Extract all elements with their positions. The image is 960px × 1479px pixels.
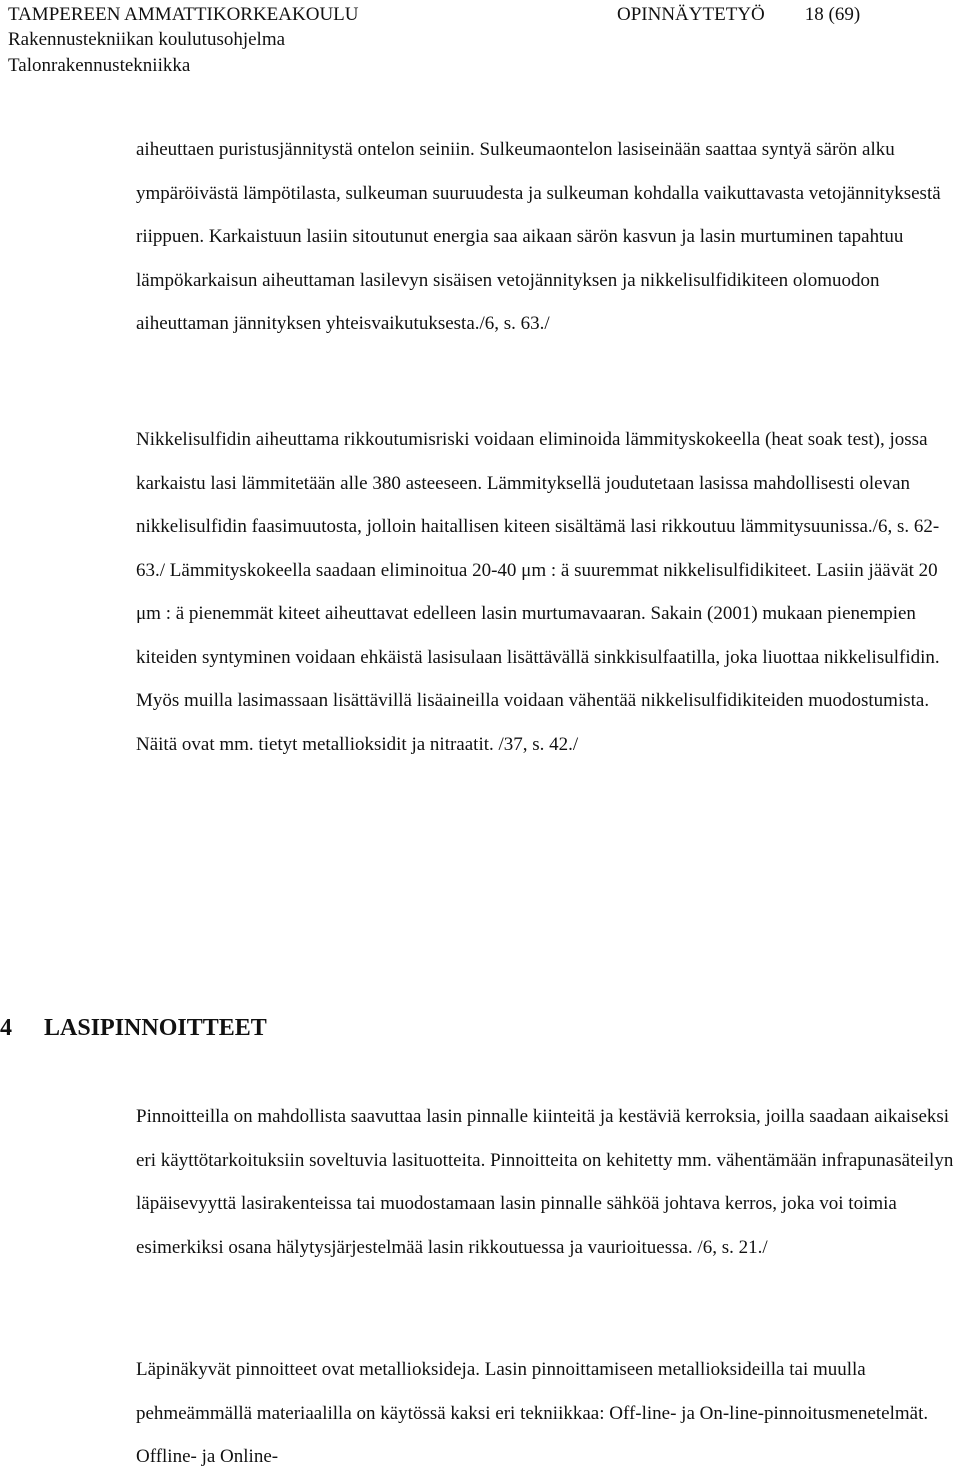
header-page-number: 18 (69) xyxy=(804,4,861,25)
header-right xyxy=(617,4,860,26)
paragraph-1 xyxy=(136,128,958,346)
header-program: Rakennustekniikan koulutusohjelma xyxy=(8,29,286,50)
header-doc-type: OPINNÄYTETYÖ xyxy=(617,4,765,25)
header-school: TAMPEREEN AMMATTIKORKEAKOULU xyxy=(8,4,359,25)
paragraph-4 xyxy=(136,1348,958,1479)
section-heading xyxy=(0,1015,267,1042)
paragraph-2 xyxy=(136,418,958,766)
paragraph-1-text: aiheuttaen puristusjännitystä ontelon seiniin. Sulkeumaontelon lasiseinään saattaa syntyä särön alku ympäröivästä lämpötilasta, sulkeuman suuruudesta ja sulkeuman kohdalla vaikuttavasta vetojännityksestä riippuen. Karkaistuun lasiin sitoutunut energia saa aikaan särön kasvun ja lasin murtuminen tapahtuu lämpökarkaisun aiheuttaman lasilevyn sisäisen vetojännityksen ja nikkelisulfidikiteen olomuodon aiheuttaman jännityksen yhteisvaikutuksesta./6, s. 63./ xyxy=(136,139,941,334)
paragraph-3 xyxy=(136,1095,958,1269)
paragraph-4-text: Läpinäkyvät pinnoitteet ovat metallioksideja. Lasin pinnoittamiseen metallioksideilla tai muulla pehmeämmällä materiaalilla on käytössä kaksi eri tekniikkaa: Off-line- ja On-line-pinnoitusmenetelmät. Offline- ja Online- xyxy=(136,1359,929,1467)
paragraph-3-text: Pinnoitteilla on mahdollista saavuttaa lasin pinnalle kiinteitä ja kestäviä kerroksia, joilla saadaan aikaiseksi eri käyttötarkoituksiin soveltuvia lasituotteita. Pinnoitteita on kehitetty mm. vähentämään infrapunasäteilyn läpäisevyyttä lasirakenteissa tai muodostamaan lasin pinnalle sähköä johtava kerros, joka voi toimia esimerkiksi osana hälytysjärjestelmää lasin rikkoutuessa ja vaurioituessa. /6, s. 21./ xyxy=(136,1106,954,1258)
header-specialization: Talonrakennustekniikka xyxy=(8,55,191,76)
section-number: 4 xyxy=(0,1015,12,1041)
section-title: LASIPINNOITTEET xyxy=(44,1015,267,1041)
paragraph-2-text: Nikkelisulfidin aiheuttama rikkoutumisriski voidaan eliminoida lämmityskokeella (heat soak test), jossa karkaistu lasi lämmitetään alle 380 asteeseen. Lämmityksellä joudutetaan lasissa mahdollisesti olevan nikkelisulfidin faasimuutosta, jolloin haitallisen kiteen sisältämä lasi rikkoutuu lämmitysuunissa./6, s. 62-63./ Lämmityskokeella saadaan eliminoitua 20-40 μm : ä suuremmat nikkelisulfidikiteet. Lasiin jäävät 20 μm : ä pienemmät kiteet aiheuttavat edelleen lasin murtumavaaran. Sakain (2001) mukaan pienempien kiteiden syntyminen voidaan ehkäistä lasisulaan lisättävällä sinkkisulfaatilla, joka liuottaa nikkelisulfidin. Myös muilla lasimassaan lisättävillä lisäaineilla voidaan vähentää nikkelisulfidikiteiden muodostumista. Näitä ovat mm. tietyt metallioksidit ja nitraatit. /37, s. 42./ xyxy=(136,429,940,755)
